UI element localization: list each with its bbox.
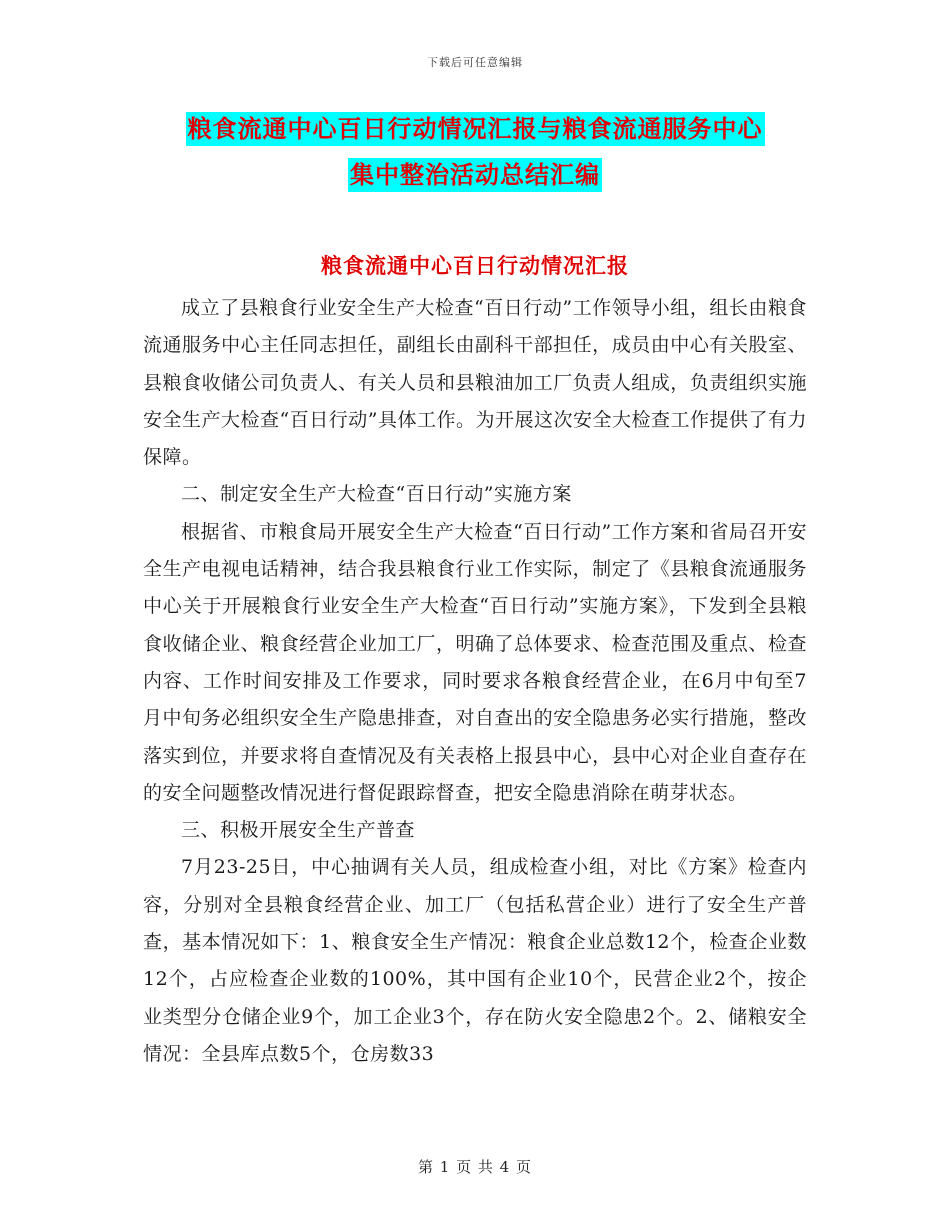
body-text	[143, 290, 807, 1073]
paragraph: 二、制定安全生产大检查“百日行动”实施方案	[181, 483, 572, 506]
document-title	[0, 112, 950, 204]
header-note: 下载后可任意编辑	[427, 56, 523, 69]
section-title: 粮食流通中心百日行动情况汇报	[321, 254, 629, 278]
page-footer: 第 1 页 共 4 页	[418, 1158, 532, 1176]
title-line-1: 粮食流通中心百日行动情况汇报与粮食流通服务中心	[186, 112, 765, 146]
paragraph: 成立了县粮食行业安全生产大检查“百日行动”工作领导小组，组长由粮食流通服务中心主任同志担任，副组长由副科干部担任，成员由中心有关股室、县粮食收储公司负责人、有关人员和县粮油加工厂负责人组成，负责组织实施安全生产大检查“百日行动”具体工作。为开展这次安全大检查工作提供了有力保障。	[143, 297, 807, 469]
title-line-2: 集中整治活动总结汇编	[348, 158, 602, 192]
paragraph: 7月23-25日，中心抽调有关人员，组成检查小组，对比《方案》检查内容，分别对全县粮食经营企业、加工厂（包括私营企业）进行了安全生产普查，基本情况如下：1、粮食安全生产情况：粮食企业总数12个，检查企业数12个，占应检查企业数的100%，其中国有企业10个，民营企业2个，按企业类型分仓储企业9个，加工企业3个，存在防火安全隐患2个。2、储粮安全情况：全县库点数5个，仓房数33	[143, 856, 807, 1065]
paragraph: 根据省、市粮食局开展安全生产大检查“百日行动”工作方案和省局召开安全生产电视电话精神，结合我县粮食行业工作实际，制定了《县粮食流通服务中心关于开展粮食行业安全生产大检查“百日行动”实施方案》，下发到全县粮食收储企业、粮食经营企业加工厂，明确了总体要求、检查范围及重点、检查内容、工作时间安排及工作要求，同时要求各粮食经营企业，在6月中旬至7月中旬务必组织安全生产隐患排查，对自查出的安全隐患务必实行措施，整改落实到位，并要求将自查情况及有关表格上报县中心，县中心对企业自查存在的安全问题整改情况进行督促跟踪督查，把安全隐患消除在萌芽状态。	[143, 520, 807, 804]
paragraph: 三、积极开展安全生产普查	[181, 819, 416, 842]
